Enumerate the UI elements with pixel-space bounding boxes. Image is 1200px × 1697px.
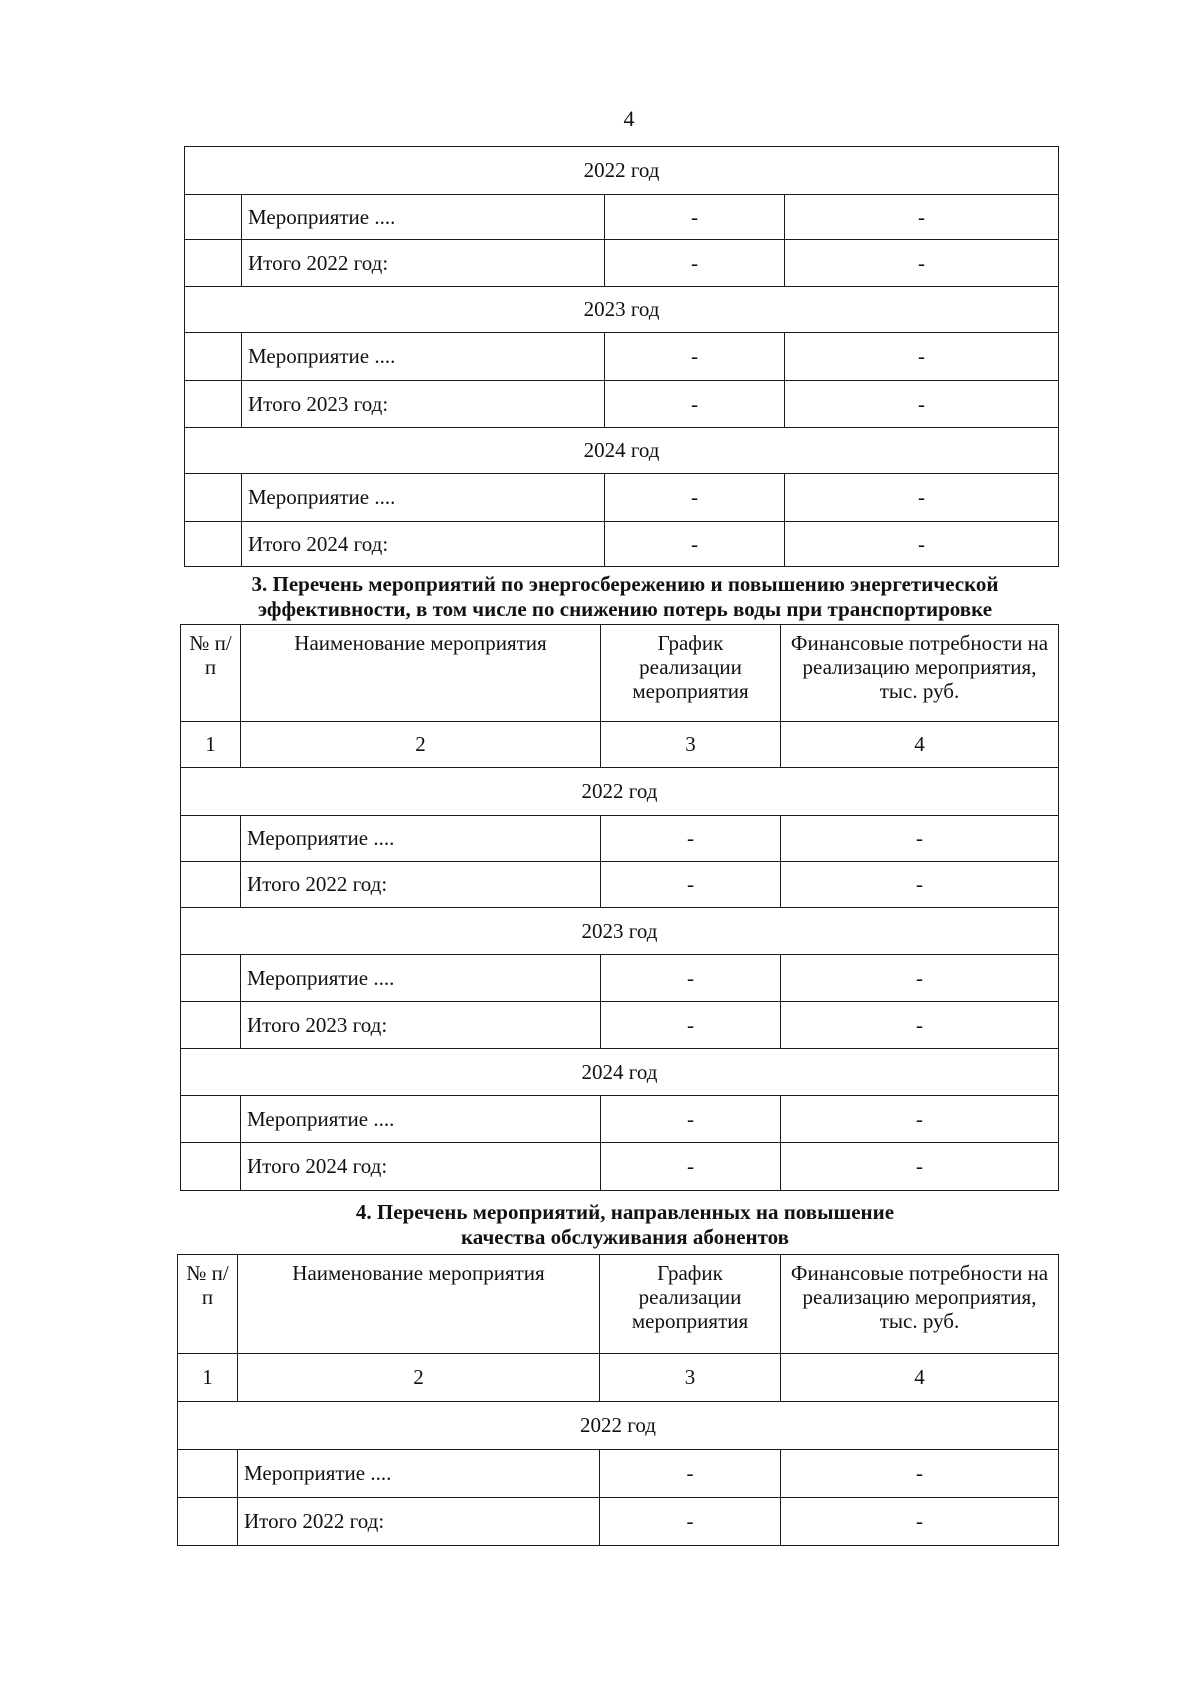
year-row	[181, 1049, 1059, 1096]
row-number-cell	[185, 333, 242, 381]
schedule-cell: -	[605, 240, 785, 287]
header-schedule: График реализации мероприятия	[601, 625, 781, 722]
activity-name: Мероприятие ....	[241, 1096, 601, 1143]
table-row	[185, 195, 1059, 240]
year-label: 2022 год	[181, 768, 1059, 816]
schedule-cell: -	[605, 522, 785, 567]
activity-name: Мероприятие ....	[242, 474, 605, 522]
column-number: 1	[181, 722, 241, 768]
header-num: № п/п	[178, 1255, 238, 1354]
column-number: 2	[241, 722, 601, 768]
year-row	[181, 908, 1059, 955]
table-row	[178, 1498, 1059, 1546]
column-number: 4	[781, 1354, 1059, 1402]
cost-cell: -	[781, 1498, 1059, 1546]
year-label: 2022 год	[185, 147, 1059, 195]
schedule-cell: -	[601, 1096, 781, 1143]
schedule-cell: -	[605, 474, 785, 522]
schedule-cell: -	[601, 862, 781, 908]
year-row	[185, 428, 1059, 474]
header-row	[178, 1255, 1059, 1354]
table-row	[181, 1002, 1059, 1049]
cost-cell: -	[781, 816, 1059, 862]
section-4-title-line-1: 4. Перечень мероприятий, направленных на повышение	[355, 1200, 895, 1224]
year-label: 2023 год	[185, 287, 1059, 333]
activity-name: Мероприятие ....	[238, 1450, 600, 1498]
row-number-cell	[178, 1450, 238, 1498]
header-schedule: График реализации мероприятия	[600, 1255, 781, 1354]
section-3-title-line-2: эффективности, в том числе по снижению потерь воды при транспортировке	[257, 597, 993, 621]
year-row	[178, 1402, 1059, 1450]
cost-cell: -	[781, 1143, 1059, 1191]
continuation-table	[184, 146, 1059, 567]
header-cost: Финансовые потребности на реализацию мероприятия, тыс. руб.	[781, 1255, 1059, 1354]
table-row	[178, 1450, 1059, 1498]
schedule-cell: -	[605, 381, 785, 428]
row-number-cell	[185, 474, 242, 522]
activity-name: Мероприятие ....	[241, 955, 601, 1002]
section-3-title	[175, 572, 1075, 622]
table-row	[185, 474, 1059, 522]
activity-name: Мероприятие ....	[241, 816, 601, 862]
cost-cell: -	[785, 474, 1059, 522]
cost-cell: -	[785, 195, 1059, 240]
table-row	[181, 862, 1059, 908]
table-row	[185, 381, 1059, 428]
header-name: Наименование мероприятия	[241, 625, 601, 722]
activity-name: Мероприятие ....	[242, 333, 605, 381]
row-number-cell	[185, 381, 242, 428]
section-3-table	[180, 624, 1059, 1191]
row-number-cell	[181, 816, 241, 862]
column-number-row	[181, 722, 1059, 768]
column-number: 1	[178, 1354, 238, 1402]
column-number: 3	[600, 1354, 781, 1402]
year-row	[181, 768, 1059, 816]
row-number-cell	[181, 955, 241, 1002]
schedule-cell: -	[601, 816, 781, 862]
total-label: Итого 2022 год:	[241, 862, 601, 908]
cost-cell: -	[781, 955, 1059, 1002]
activity-name: Мероприятие ....	[242, 195, 605, 240]
year-label: 2023 год	[181, 908, 1059, 955]
cost-cell: -	[781, 1096, 1059, 1143]
row-number-cell	[181, 1002, 241, 1049]
total-label: Итого 2024 год:	[241, 1143, 601, 1191]
schedule-cell: -	[601, 1002, 781, 1049]
section-4-title-line-2: качества обслуживания абонентов	[461, 1225, 789, 1249]
table-row	[181, 816, 1059, 862]
schedule-cell: -	[601, 955, 781, 1002]
row-number-cell	[181, 1096, 241, 1143]
column-number: 4	[781, 722, 1059, 768]
total-label: Итого 2023 год:	[241, 1002, 601, 1049]
schedule-cell: -	[601, 1143, 781, 1191]
page-number-text: 4	[623, 106, 635, 131]
header-name: Наименование мероприятия	[238, 1255, 600, 1354]
header-num: № п/п	[181, 625, 241, 722]
row-number-cell	[185, 195, 242, 240]
section-4-title	[175, 1200, 1075, 1250]
column-number: 2	[238, 1354, 600, 1402]
cost-cell: -	[785, 522, 1059, 567]
cost-cell: -	[781, 1002, 1059, 1049]
table-row	[185, 240, 1059, 287]
cost-cell: -	[785, 240, 1059, 287]
section-4-table	[177, 1254, 1059, 1546]
cost-cell: -	[781, 1450, 1059, 1498]
table-row	[185, 333, 1059, 381]
page-number	[0, 106, 1200, 132]
schedule-cell: -	[600, 1498, 781, 1546]
cost-cell: -	[781, 862, 1059, 908]
schedule-cell: -	[605, 195, 785, 240]
table-row	[181, 1096, 1059, 1143]
cost-cell: -	[785, 381, 1059, 428]
schedule-cell: -	[600, 1450, 781, 1498]
row-number-cell	[185, 240, 242, 287]
total-label: Итого 2023 год:	[242, 381, 605, 428]
column-number-row	[178, 1354, 1059, 1402]
table-row	[181, 955, 1059, 1002]
schedule-cell: -	[605, 333, 785, 381]
row-number-cell	[185, 522, 242, 567]
row-number-cell	[181, 862, 241, 908]
total-label: Итого 2024 год:	[242, 522, 605, 567]
year-row	[185, 287, 1059, 333]
year-label: 2022 год	[178, 1402, 1059, 1450]
table-row	[185, 522, 1059, 567]
row-number-cell	[181, 1143, 241, 1191]
year-label: 2024 год	[181, 1049, 1059, 1096]
cost-cell: -	[785, 333, 1059, 381]
year-row	[185, 147, 1059, 195]
section-3-title-line-1: 3. Перечень мероприятий по энергосбережению и повышению энергетической	[251, 572, 999, 596]
column-number: 3	[601, 722, 781, 768]
year-label: 2024 год	[185, 428, 1059, 474]
header-cost: Финансовые потребности на реализацию мероприятия, тыс. руб.	[781, 625, 1059, 722]
total-label: Итого 2022 год:	[238, 1498, 600, 1546]
table-row	[181, 1143, 1059, 1191]
row-number-cell	[178, 1498, 238, 1546]
header-row	[181, 625, 1059, 722]
total-label: Итого 2022 год:	[242, 240, 605, 287]
